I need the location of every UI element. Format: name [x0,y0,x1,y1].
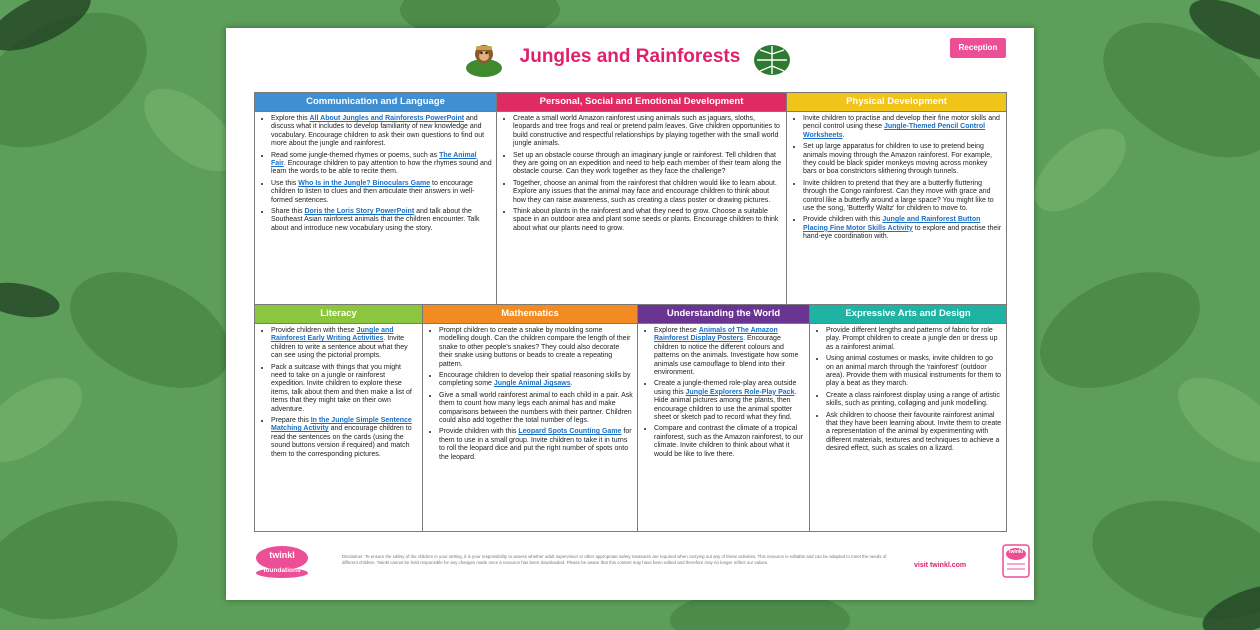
resource-link[interactable]: In the Jungle Simple Sentence Matching Activity [271,417,412,433]
areas-row-1 [254,92,1006,320]
resource-link[interactable]: Jungle and Rainforest Early Writing Activities [271,327,394,343]
activity-list [255,324,422,459]
area-column [254,92,497,320]
activity-text: Provide children with this [439,428,519,436]
activity-text: Create a class rainforest display using a range of artistic skills, such as printing, collaging and junk modelling. [826,391,1000,408]
resource-link[interactable]: All About Jungles and Rainforests PowerPoint [309,115,465,122]
activity-item [654,425,805,459]
activity-text: Create a small world Amazon rainforest using animals such as jaguars, sloths, leopards and tree frogs and real or pretend palm leaves. Give children opportunities to build constructive and respectful relationships by playing together with the small world jungle animals. [513,115,780,148]
activity-item [439,392,633,426]
activity-text: Provide children with these [271,327,357,334]
activity-text: Read some jungle-themed rhymes or poems, such as [271,151,440,159]
activity-item [513,180,782,205]
activity-list [497,112,786,233]
area-column [254,304,423,532]
activity-text: . [842,131,845,139]
activity-text: Give a small world rainforest animal to each child in a pair. Ask them to count how many legs each animal has and make comparisons between the numbers with their partner. Children could also add together the total number of legs. [439,391,633,425]
activity-item [826,327,1002,352]
activity-text: to encourage children to listen to clues and then articulate their answers in well-formed sentences. [271,179,475,204]
activity-text: . Invite children to write a sentence about what they can see using the pictorial prompts. [271,335,408,360]
activity-text: and discuss what it includes to develop familiarity of new knowledge and vocabulary. Encourage children to ask their own questions to find out more about the jungle and rainforest. [271,115,485,148]
resource-link[interactable]: Animals of The Amazon Rainforest Display Posters [654,327,778,343]
activity-text: Invite children to pretend that they are a butterfly fluttering through the Congo rainforest. Can they move with grace and control like a butterfly around a large space? You might like to use the song, 'Butterfly Waltz' for children to move to. [803,179,994,213]
activity-item [654,380,805,422]
activity-item [654,327,805,377]
activity-text: Explore this [271,115,310,122]
activity-text: and talk about the Southeast Asian rainforest animals that the children encounter. Talk about and introduce new vocabulary using the story. [271,208,480,232]
activity-text: . Encourage children to pay attention to how the rhymes sound and learn the words to be able to recite them. [271,160,492,176]
activity-text: for them to use in a small group. Invite children to take it in turns to roll the leopard dice and put the right number of spots onto the leopard. [439,428,632,461]
resource-link[interactable]: Leopard Spots Counting Game [518,428,622,436]
activity-text: Using animal costumes or masks, invite children to go on an animal march through the 'rainforest' (outdoor area). Provide them with musical instruments for them to play a beat as they march. [826,355,1002,388]
activity-text: Invite children to practise and develop their fine motor skills and pencil control using these [803,115,1000,131]
resource-link[interactable]: Jungle Animal Jigsaws [493,380,571,388]
activity-text: Share this [271,208,305,216]
activity-item [271,180,492,205]
activity-item [513,152,782,177]
activity-text: . Encourage children to notice the different colours and patterns on the animals. Investigate how some animals use camouflage to blend into their environment. [654,335,799,377]
activity-text: Prompt children to create a snake by moulding some modelling dough. Can the children compare the length of their snake to other people's snakes? They could also decorate their snake using buttons or beads to create a repeating pattern. [439,327,631,368]
footer [254,540,1024,590]
activity-item [826,355,1002,389]
activity-list [810,324,1006,454]
activity-list [423,324,637,462]
activity-item [513,208,782,233]
area-heading: Understanding the World [638,305,809,324]
activity-text: Ask children to choose their favourite rainforest animal that they have been learning about. Invite them to create a representation of the animal by experimenting with different materials, textures and techniques to achieve a desired effect, such as scales on a lizard. [826,411,1002,453]
activity-list [255,112,496,233]
disclaimer-text: Disclaimer: To ensure the safety of the children in your setting, it is your responsibility to assess whether adult supervision or other appropriate safety measures are required when carrying out any of these activities. This resource is editable and can be adapted to meet the needs of different children. Twinkl cannot be held responsible for any changes made once a resource has been downloaded. Please be aware that this content may have been edited and therefore may no longer reflect our values. [342,554,887,565]
activity-item [439,428,633,462]
resource-link[interactable]: Jungle and Rainforest Button Placing Fine Motor Skills Activity [803,216,981,232]
resource-link[interactable]: Who Is in the Jungle? Binoculars Game [298,179,431,187]
activity-text: and encourage children to read the sentences on the cards (using the sound buttons version if required) and match them to the corresponding pictures. [271,425,412,458]
activity-text: Prepare this [271,417,311,425]
area-column [637,304,810,532]
activity-text: Create a jungle-themed role-play area outside using this [654,380,797,396]
activity-text: Provide different lengths and patterns of fabric for role play. Prompt children to create a jungle den or dress up as a rainforest animal. [826,327,998,351]
resource-link[interactable]: Jungle-Themed Pencil Control Worksheets [803,123,986,139]
activity-item [271,364,418,414]
area-column [422,304,638,532]
activity-item [803,180,1002,214]
area-heading: Literacy [255,305,422,324]
activity-list [787,112,1006,242]
activity-text: to explore and practise their hand-eye coordination with. [803,224,1002,241]
areas-row-2 [254,304,1006,532]
monstera-leaf-icon [752,42,792,78]
area-heading: Physical Development [787,93,1006,112]
activity-text: Compare and contrast the climate of a tropical rainforest, such as the Amazon rainforest, to our climate. Invite children to think about what it would be like to live there. [654,425,804,458]
activity-text: Use this [271,179,299,187]
footer-logo-text: twinkl [269,550,295,560]
activity-text: Encourage children to develop their spatial reasoning skills by completing some [439,372,631,388]
activity-list [638,324,809,459]
activity-item [439,327,633,369]
activity-text: Set up an obstacle course through an imaginary jungle or rainforest. Tell children that they are going on an expedition and need to help each member of their team along the obstacle course. Can they work together as they face the challenge? [513,151,782,176]
area-column [496,92,787,320]
footer-logo-sub: foundations [263,567,301,574]
page-title: Jungles and Rainforests [519,46,741,67]
activity-text: Provide children with this [803,216,883,224]
area-column [786,92,1007,320]
activity-text: Pack a suitcase with things that you might need to take on a jungle or rainforest expedition. Invite children to explore these items, talk about them and then make a list of items that they might take on their own adventure. [271,363,412,413]
activity-item [826,392,1002,409]
resource-link[interactable]: The Animal Fair [271,151,477,168]
area-heading: Communication and Language [255,93,496,112]
activity-item [803,143,1002,177]
activity-text: Explore these [654,327,699,334]
eyfs-planning-sheet [226,28,1034,600]
activity-item [271,152,492,177]
area-heading: Expressive Arts and Design [810,305,1006,324]
activity-item [803,115,1002,140]
activity-item [826,412,1002,454]
activity-text: Think about plants in the rainforest and what they need to grow. Choose a suitable space in an outdoor area and plant some seeds or plants. Encourage children to think about what our plants need to grow. [513,208,779,232]
area-heading: Personal, Social and Emotional Development [497,93,786,112]
area-heading: Mathematics [423,305,637,324]
age-badge: Reception [950,38,1006,58]
area-column [809,304,1007,532]
activity-item [803,216,1002,241]
activity-item [271,327,418,361]
visit-link[interactable]: visit twinkl.com [914,562,967,569]
footer-badge-text: twinkl [1008,549,1024,555]
resource-link[interactable]: Doris the Loris Story PowerPoint [304,208,415,216]
activity-item [271,115,492,149]
activity-text: Set up large apparatus for children to use to pretend being animals moving through the Amazon rainforest. For example, they could be black spider monkeys moving across monkey bars or boa constrictors slithering through tunnels. [803,143,993,176]
activity-text: . [570,380,573,388]
activity-item [439,372,633,389]
activity-text: Together, choose an animal from the rainforest that children would like to learn about. Explore any issues that the animal may face and encourage children to think about how they can raise awareness, such as creating a class poster or drawing pictures. [513,179,777,204]
activity-item [271,417,418,459]
activity-item [271,208,492,233]
activity-text: . Hide animal pictures among the plants, then encourage children to use the animal spotter sheet or sketch pad to record what they find. [654,388,797,422]
activity-item [513,115,782,149]
resource-link[interactable]: Jungle Explorers Role-Play Pack [685,388,795,396]
